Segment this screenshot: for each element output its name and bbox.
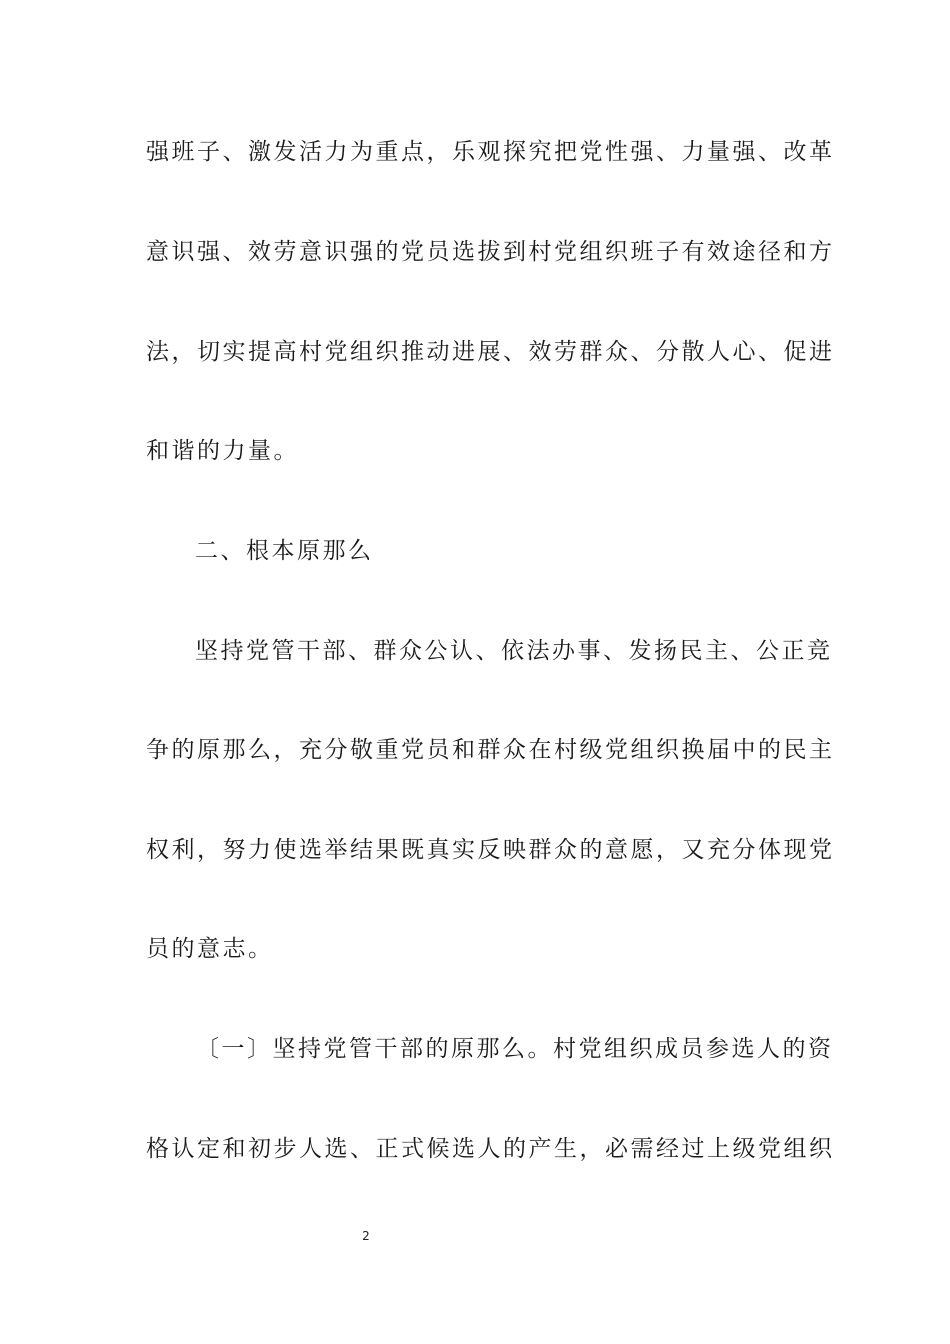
body-text-line: 坚持党管干部、群众公认、依法办事、发扬民主、公正竞: [195, 638, 833, 664]
body-text-line: 强班子、激发活力为重点，乐观探究把党性强、力量强、改革: [146, 139, 835, 165]
body-text-line: 意识强、效劳意识强的党员选拔到村党组织班子有效途径和方: [146, 239, 835, 265]
body-text-line: 争的原那么，充分敬重党员和群众在村级党组织换届中的民主: [146, 737, 835, 763]
body-text-line: 法，切实提高村党组织推动进展、效劳群众、分散人心、促进: [146, 339, 835, 365]
page-number: 2: [362, 1229, 370, 1243]
body-text-line: 员的意志。: [146, 936, 274, 962]
body-text-line: 格认定和初步人选、正式候选人的产生，必需经过上级党组织: [146, 1136, 835, 1162]
body-text-line: 〔一〕坚持党管干部的原那么。村党组织成员参选人的资: [196, 1036, 834, 1062]
body-text-line: 权利，努力使选举结果既真实反映群众的意愿，又充分体现党: [146, 837, 835, 863]
body-text-line: 和谐的力量。: [146, 438, 299, 464]
section-heading: 二、根本原那么: [195, 538, 374, 564]
